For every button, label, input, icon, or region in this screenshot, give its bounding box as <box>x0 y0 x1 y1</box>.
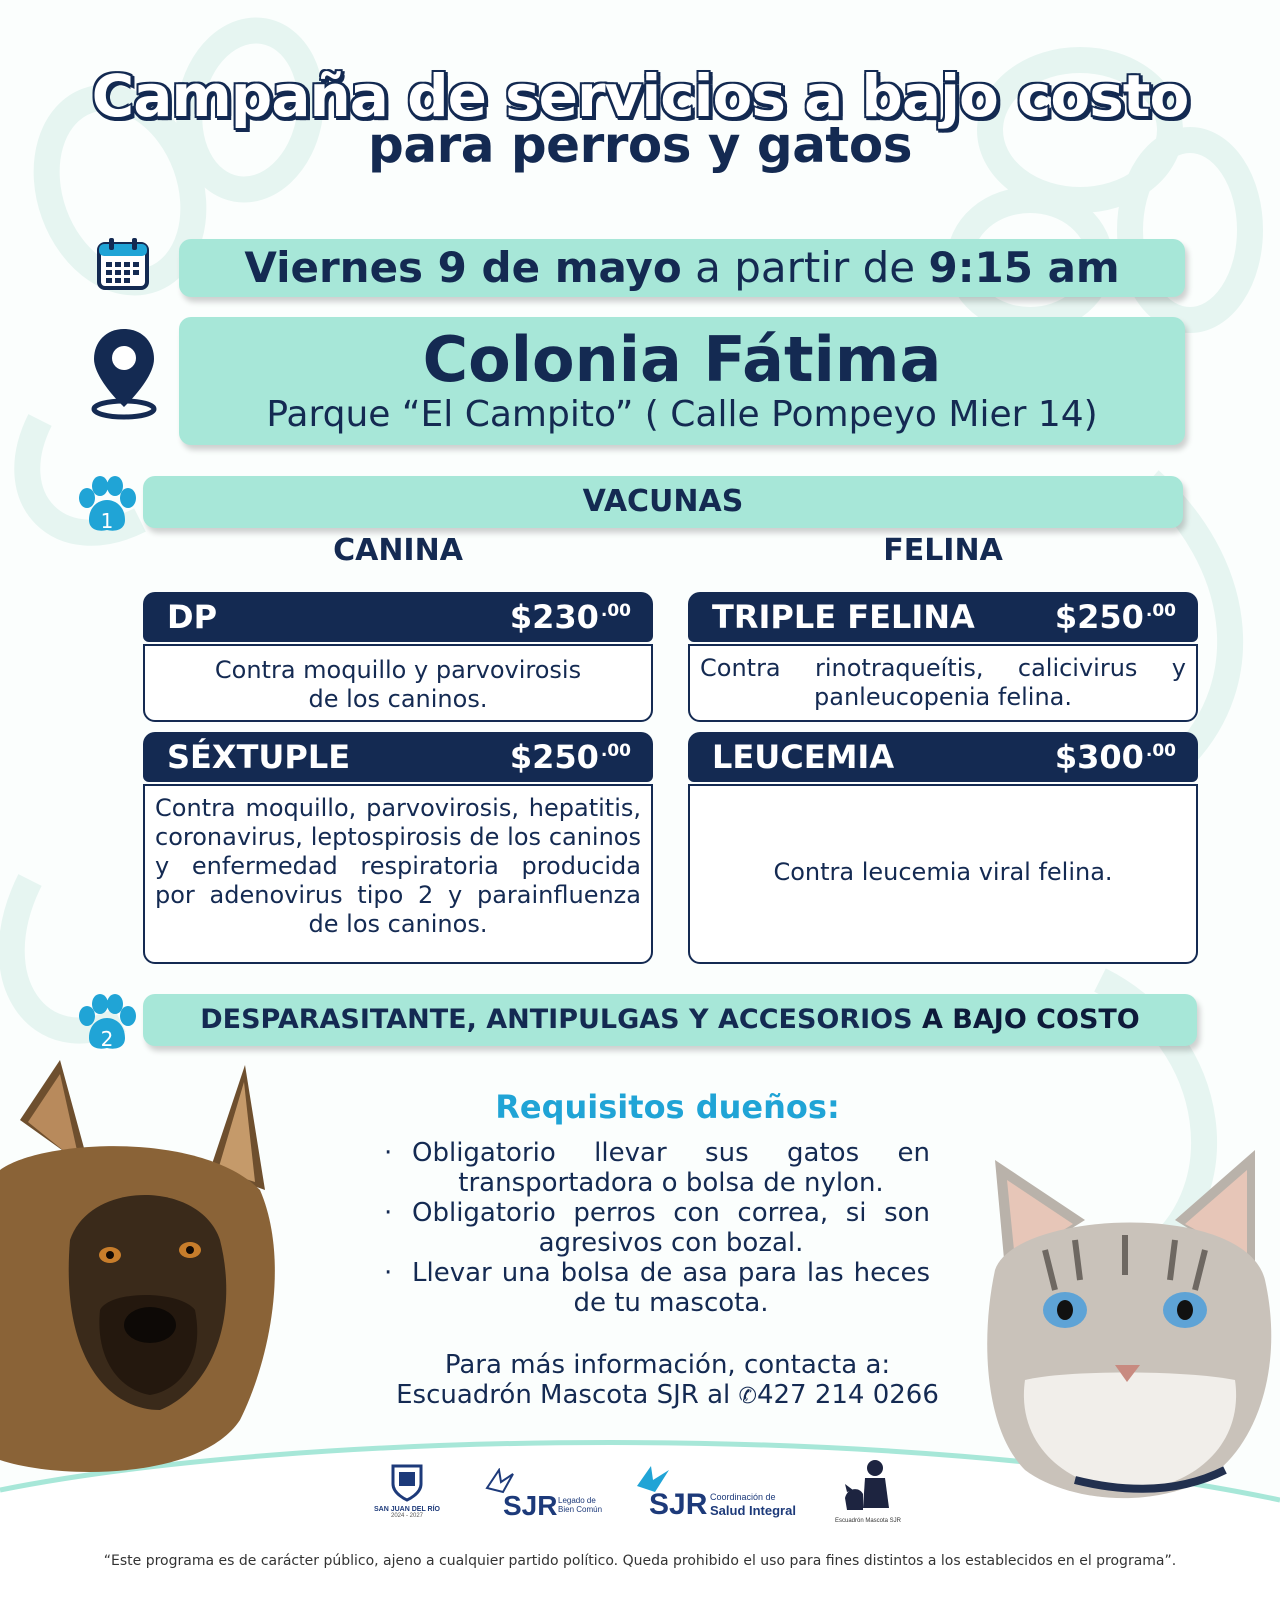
desparasitante-section-bar <box>143 994 1197 1046</box>
contact-phone: 427 214 0266 <box>756 1380 939 1410</box>
vaccine-triple-felina-name: TRIPLE FELINA <box>712 598 975 636</box>
event-date-connector: a partir de <box>695 243 916 292</box>
contact-name: Escuadrón Mascota SJR al <box>396 1380 731 1410</box>
requirement-item: · Obligatorio perros con correa, si son agresivos con bozal. <box>380 1198 930 1258</box>
vaccine-sextuple-description: Contra moquillo, parvovirosis, hepatitis, coronavirus, leptospirosis de los caninos y enfermedad respiratoria producida por adenovirus tipo 2 y parainfluenza de los caninos. <box>143 784 653 964</box>
page-subtitle: para perros y gatos <box>368 116 912 174</box>
sjr-legado-logo: SJR Legado de Bien Común <box>485 1468 605 1524</box>
vaccine-sextuple-price: $250 $^{.00}$ <box>509 738 631 776</box>
contact-intro: Para más información, contacta a: <box>444 1350 891 1380</box>
dog-photo <box>0 1060 280 1480</box>
requirement-item: · Llevar una bolsa de asa para las heces de tu mascota. <box>380 1258 930 1318</box>
vaccine-sextuple-header <box>143 732 653 782</box>
vaccine-leucemia-header <box>688 732 1198 782</box>
vaccine-dp-name: DP <box>167 598 218 636</box>
vaccine-dp-price: $230 $^{.00}$ <box>509 598 631 636</box>
vaccine-sextuple-name: SÉXTUPLE <box>167 738 351 776</box>
phone-icon: ✆ <box>738 1384 757 1409</box>
paw-number-1-icon <box>75 476 137 534</box>
vaccine-leucemia-description: Contra leucemia viral felina. <box>688 784 1198 964</box>
vacunas-label: VACUNAS <box>582 484 744 519</box>
requirement-item: · Obligatorio llevar sus gatos en transportadora o bolsa de nylon. <box>380 1138 930 1198</box>
san-juan-del-rio-logo: SAN JUAN DEL RÍO 2024 - 2027 <box>372 1462 442 1532</box>
child-and-dog-icon <box>843 1458 893 1514</box>
event-time: 9:15 am <box>928 243 1120 292</box>
requirements-title: Requisitos dueños: <box>495 1088 840 1126</box>
vaccine-dp-header <box>143 592 653 642</box>
calendar-icon <box>95 236 151 292</box>
vaccine-triple-felina-price: $250 $^{.00}$ <box>1054 598 1176 636</box>
requirements-list <box>380 1138 930 1318</box>
event-date: Viernes 9 de mayo <box>244 243 682 292</box>
paw-number-2-icon <box>75 994 137 1052</box>
vaccine-leucemia-price: $300 $^{.00}$ <box>1054 738 1176 776</box>
paw-number-2: 2 <box>100 1027 114 1051</box>
contact-info <box>380 1350 955 1412</box>
vaccine-leucemia-name: LEUCEMIA <box>712 738 895 776</box>
location-address: Parque “El Campito” ( Calle Pompeyo Mier 14) <box>266 394 1098 435</box>
desparasitante-label-bold: A BAJO COSTO <box>922 1004 1140 1035</box>
page-title: Campaña de servicios a bajo costo <box>91 62 1189 130</box>
vaccine-triple-felina-header <box>688 592 1198 642</box>
location-pin-icon <box>88 325 160 421</box>
paw-number-1: 1 <box>100 509 114 533</box>
vaccine-dp-description: Contra moquillo y parvovirosis de los caninos. <box>143 644 653 722</box>
felina-heading: FELINA <box>883 533 1003 568</box>
legal-disclaimer: “Este programa es de carácter público, ajeno a cualquier partido político. Queda prohibido el uso para fines distintos a los establecidos en el programa”. <box>103 1553 1177 1569</box>
escuadron-mascota-logo: Escuadrón Mascota SJR <box>830 1458 906 1534</box>
vaccine-triple-felina-description: Contra rinotraqueítis, calicivirus y panleucopenia felina. <box>688 644 1198 722</box>
cat-photo <box>985 1150 1280 1500</box>
city-crest-icon <box>389 1462 425 1502</box>
contact-line <box>380 1380 955 1412</box>
sjr-salud-integral-logo: SJR Coordinación de Salud Integral <box>635 1464 805 1524</box>
desparasitante-label: DESPARASITANTE, ANTIPULGAS Y ACCESORIOS <box>200 1004 913 1035</box>
location-box <box>179 317 1185 445</box>
vacunas-section-bar <box>143 476 1183 528</box>
canina-heading: CANINA <box>333 533 463 568</box>
event-date-bar <box>179 239 1185 297</box>
location-title: Colonia Fátima <box>422 323 942 396</box>
